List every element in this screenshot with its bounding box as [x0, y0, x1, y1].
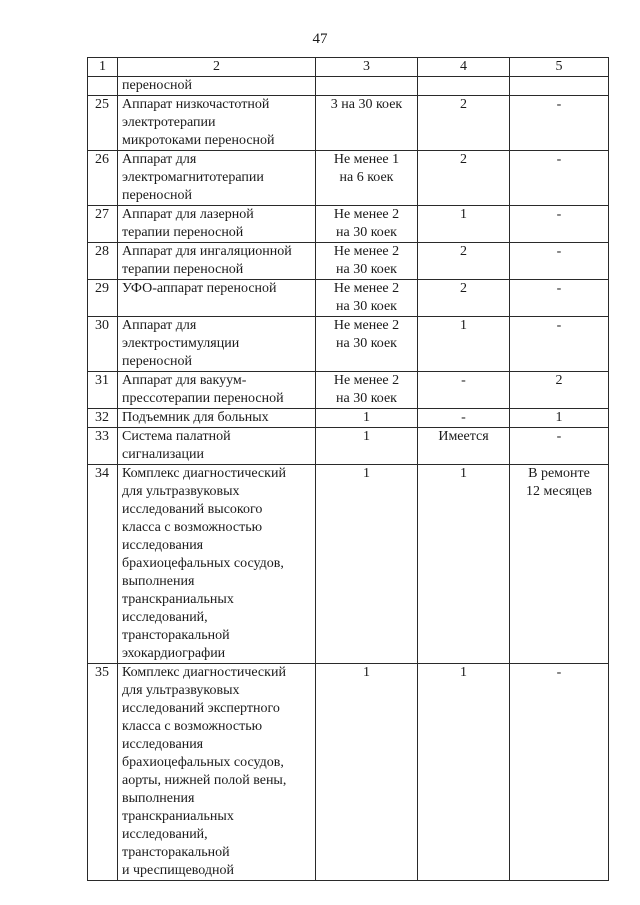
page-number: 47	[312, 31, 328, 47]
note-cell	[510, 664, 609, 881]
row-number-cell	[88, 243, 118, 280]
available-quantity-cell	[418, 151, 510, 206]
required-quantity-cell-text: Не менее 2 на 30 коек	[333, 281, 400, 314]
row-number-cell	[88, 77, 118, 96]
required-quantity-cell	[316, 664, 418, 881]
equipment-name-cell-text: Аппарат для ингаляционной терапии переносной	[122, 244, 292, 277]
row-number-cell-text: 26	[95, 152, 109, 167]
available-quantity-cell	[418, 96, 510, 151]
equipment-name-cell	[118, 206, 316, 243]
equipment-name-cell	[118, 465, 316, 664]
header-cell: 1	[88, 58, 118, 77]
equipment-name-cell	[118, 317, 316, 372]
available-quantity-cell-text: -	[461, 373, 466, 388]
equipment-name-cell-text: Комплекс диагностический для ультразвуковых исследований экспертного класса с возможностью исследования брахиоцефальных сосудов, аорты, нижней полой вены, выполнения транскраниальных исследований, трансторакальной и чреспищеводной	[122, 665, 287, 878]
equipment-name-cell-text: Подъемник для больных	[122, 410, 269, 425]
row-number-cell-text: 35	[95, 665, 109, 680]
row-number-cell	[88, 151, 118, 206]
header-cell: 2	[118, 58, 316, 77]
note-cell	[510, 280, 609, 317]
row-number-cell	[88, 372, 118, 409]
equipment-name-cell	[118, 243, 316, 280]
row-number-cell-text: 28	[95, 244, 109, 259]
required-quantity-cell	[316, 428, 418, 465]
header-cell: 4	[418, 58, 510, 77]
required-quantity-cell-text: 1	[363, 466, 370, 481]
required-quantity-cell-text: Не менее 2 на 30 коек	[333, 373, 400, 406]
available-quantity-cell	[418, 280, 510, 317]
note-cell-text: -	[556, 207, 562, 222]
equipment-name-cell	[118, 428, 316, 465]
row-number-cell	[88, 664, 118, 881]
row-number-cell	[88, 280, 118, 317]
table-row	[88, 206, 609, 243]
required-quantity-cell	[316, 317, 418, 372]
available-quantity-cell	[418, 77, 510, 96]
required-quantity-cell	[316, 96, 418, 151]
note-cell	[510, 206, 609, 243]
available-quantity-cell	[418, 206, 510, 243]
row-number-cell	[88, 465, 118, 664]
table-row	[88, 664, 609, 881]
equipment-name-cell-text: Аппарат для электростимуляции переносной	[122, 318, 240, 369]
available-quantity-cell-text: 1	[460, 207, 467, 222]
table-row	[88, 428, 609, 465]
note-cell	[510, 428, 609, 465]
table-row	[88, 465, 609, 664]
available-quantity-cell	[418, 664, 510, 881]
equipment-name-cell-text: Система палатной сигнализации	[122, 429, 231, 462]
table-row	[88, 77, 609, 96]
available-quantity-cell	[418, 465, 510, 664]
note-cell	[510, 96, 609, 151]
available-quantity-cell-text: 2	[460, 97, 467, 112]
row-number-cell	[88, 409, 118, 428]
equipment-name-cell-text: Аппарат для вакуум- прессотерапии переносной	[122, 373, 284, 406]
note-cell	[510, 151, 609, 206]
table-row	[88, 96, 609, 151]
required-quantity-cell-text: Не менее 2 на 30 коек	[333, 318, 400, 351]
available-quantity-cell-text: Имеется	[438, 429, 489, 444]
table-row	[88, 243, 609, 280]
equipment-name-cell	[118, 77, 316, 96]
note-cell	[510, 317, 609, 372]
table-header-row	[88, 58, 609, 77]
header-cell: 3	[316, 58, 418, 77]
required-quantity-cell	[316, 280, 418, 317]
required-quantity-cell-text: Не менее 2 на 30 коек	[333, 244, 400, 277]
table-row	[88, 280, 609, 317]
available-quantity-cell-text: 1	[460, 665, 467, 680]
equipment-name-cell-text: Аппарат для лазерной терапии переносной	[122, 207, 254, 240]
note-cell	[510, 77, 609, 96]
available-quantity-cell	[418, 372, 510, 409]
required-quantity-cell-text: Не менее 2 на 30 коек	[333, 207, 400, 240]
note-cell	[510, 243, 609, 280]
available-quantity-cell-text: 2	[460, 152, 467, 167]
equipment-name-cell	[118, 96, 316, 151]
note-cell-text: 1	[555, 410, 563, 425]
required-quantity-cell	[316, 465, 418, 664]
required-quantity-cell-text: Не менее 1 на 6 коек	[333, 152, 400, 185]
equipment-name-cell	[118, 409, 316, 428]
required-quantity-cell	[316, 77, 418, 96]
available-quantity-cell	[418, 409, 510, 428]
note-cell-text: -	[556, 429, 562, 444]
equipment-table	[87, 57, 609, 881]
row-number-cell-text: 27	[95, 207, 109, 222]
note-cell-text: -	[556, 244, 562, 259]
equipment-name-cell-text: УФО-аппарат переносной	[122, 281, 277, 296]
available-quantity-cell	[418, 317, 510, 372]
equipment-name-cell-text: Аппарат низкочастотной электротерапии микротоками переносной	[122, 97, 275, 148]
equipment-name-cell	[118, 151, 316, 206]
required-quantity-cell	[316, 372, 418, 409]
row-number-cell-text: 25	[95, 97, 109, 112]
note-cell-text: -	[556, 97, 562, 112]
required-quantity-cell-text: 3 на 30 коек	[330, 97, 403, 112]
note-cell-text: -	[556, 318, 562, 333]
row-number-cell-text: 33	[95, 429, 109, 444]
available-quantity-cell-text: 1	[460, 466, 467, 481]
equipment-name-cell	[118, 664, 316, 881]
required-quantity-cell	[316, 409, 418, 428]
note-cell	[510, 409, 609, 428]
note-cell-text: -	[556, 665, 562, 680]
note-cell-text: -	[556, 281, 562, 296]
note-cell-text: В ремонте 12 месяцев	[526, 466, 592, 499]
available-quantity-cell	[418, 428, 510, 465]
available-quantity-cell-text: -	[461, 410, 466, 425]
required-quantity-cell	[316, 243, 418, 280]
equipment-name-cell	[118, 372, 316, 409]
equipment-name-cell-text: Аппарат для электромагнитотерапии переносной	[122, 152, 264, 203]
row-number-cell-text: 31	[95, 373, 109, 388]
row-number-cell	[88, 428, 118, 465]
row-number-cell-text: 29	[95, 281, 109, 296]
table-row	[88, 409, 609, 428]
row-number-cell	[88, 206, 118, 243]
table-row	[88, 151, 609, 206]
required-quantity-cell	[316, 151, 418, 206]
row-number-cell-text: 30	[95, 318, 109, 333]
note-cell-text: 2	[555, 373, 563, 388]
available-quantity-cell-text: 1	[460, 318, 467, 333]
table-row	[88, 372, 609, 409]
row-number-cell	[88, 317, 118, 372]
header-cell: 5	[510, 58, 609, 77]
available-quantity-cell-text: 2	[460, 244, 467, 259]
available-quantity-cell-text: 2	[460, 281, 467, 296]
required-quantity-cell	[316, 206, 418, 243]
row-number-cell-text: 32	[95, 410, 109, 425]
available-quantity-cell	[418, 243, 510, 280]
note-cell	[510, 372, 609, 409]
row-number-cell	[88, 96, 118, 151]
equipment-name-cell	[118, 280, 316, 317]
note-cell-text: -	[556, 152, 562, 167]
required-quantity-cell-text: 1	[363, 429, 370, 444]
table-row	[88, 317, 609, 372]
required-quantity-cell-text: 1	[363, 665, 370, 680]
equipment-name-cell-text: Комплекс диагностический для ультразвуковых исследований высокого класса с возможностью исследования брахиоцефальных сосудов, выполнения транскраниальных исследований, трансторакальной эхокардиографии	[122, 466, 286, 661]
row-number-cell-text: 34	[95, 466, 109, 481]
note-cell	[510, 465, 609, 664]
equipment-name-cell-text: переносной	[122, 78, 192, 93]
required-quantity-cell-text: 1	[363, 410, 370, 425]
